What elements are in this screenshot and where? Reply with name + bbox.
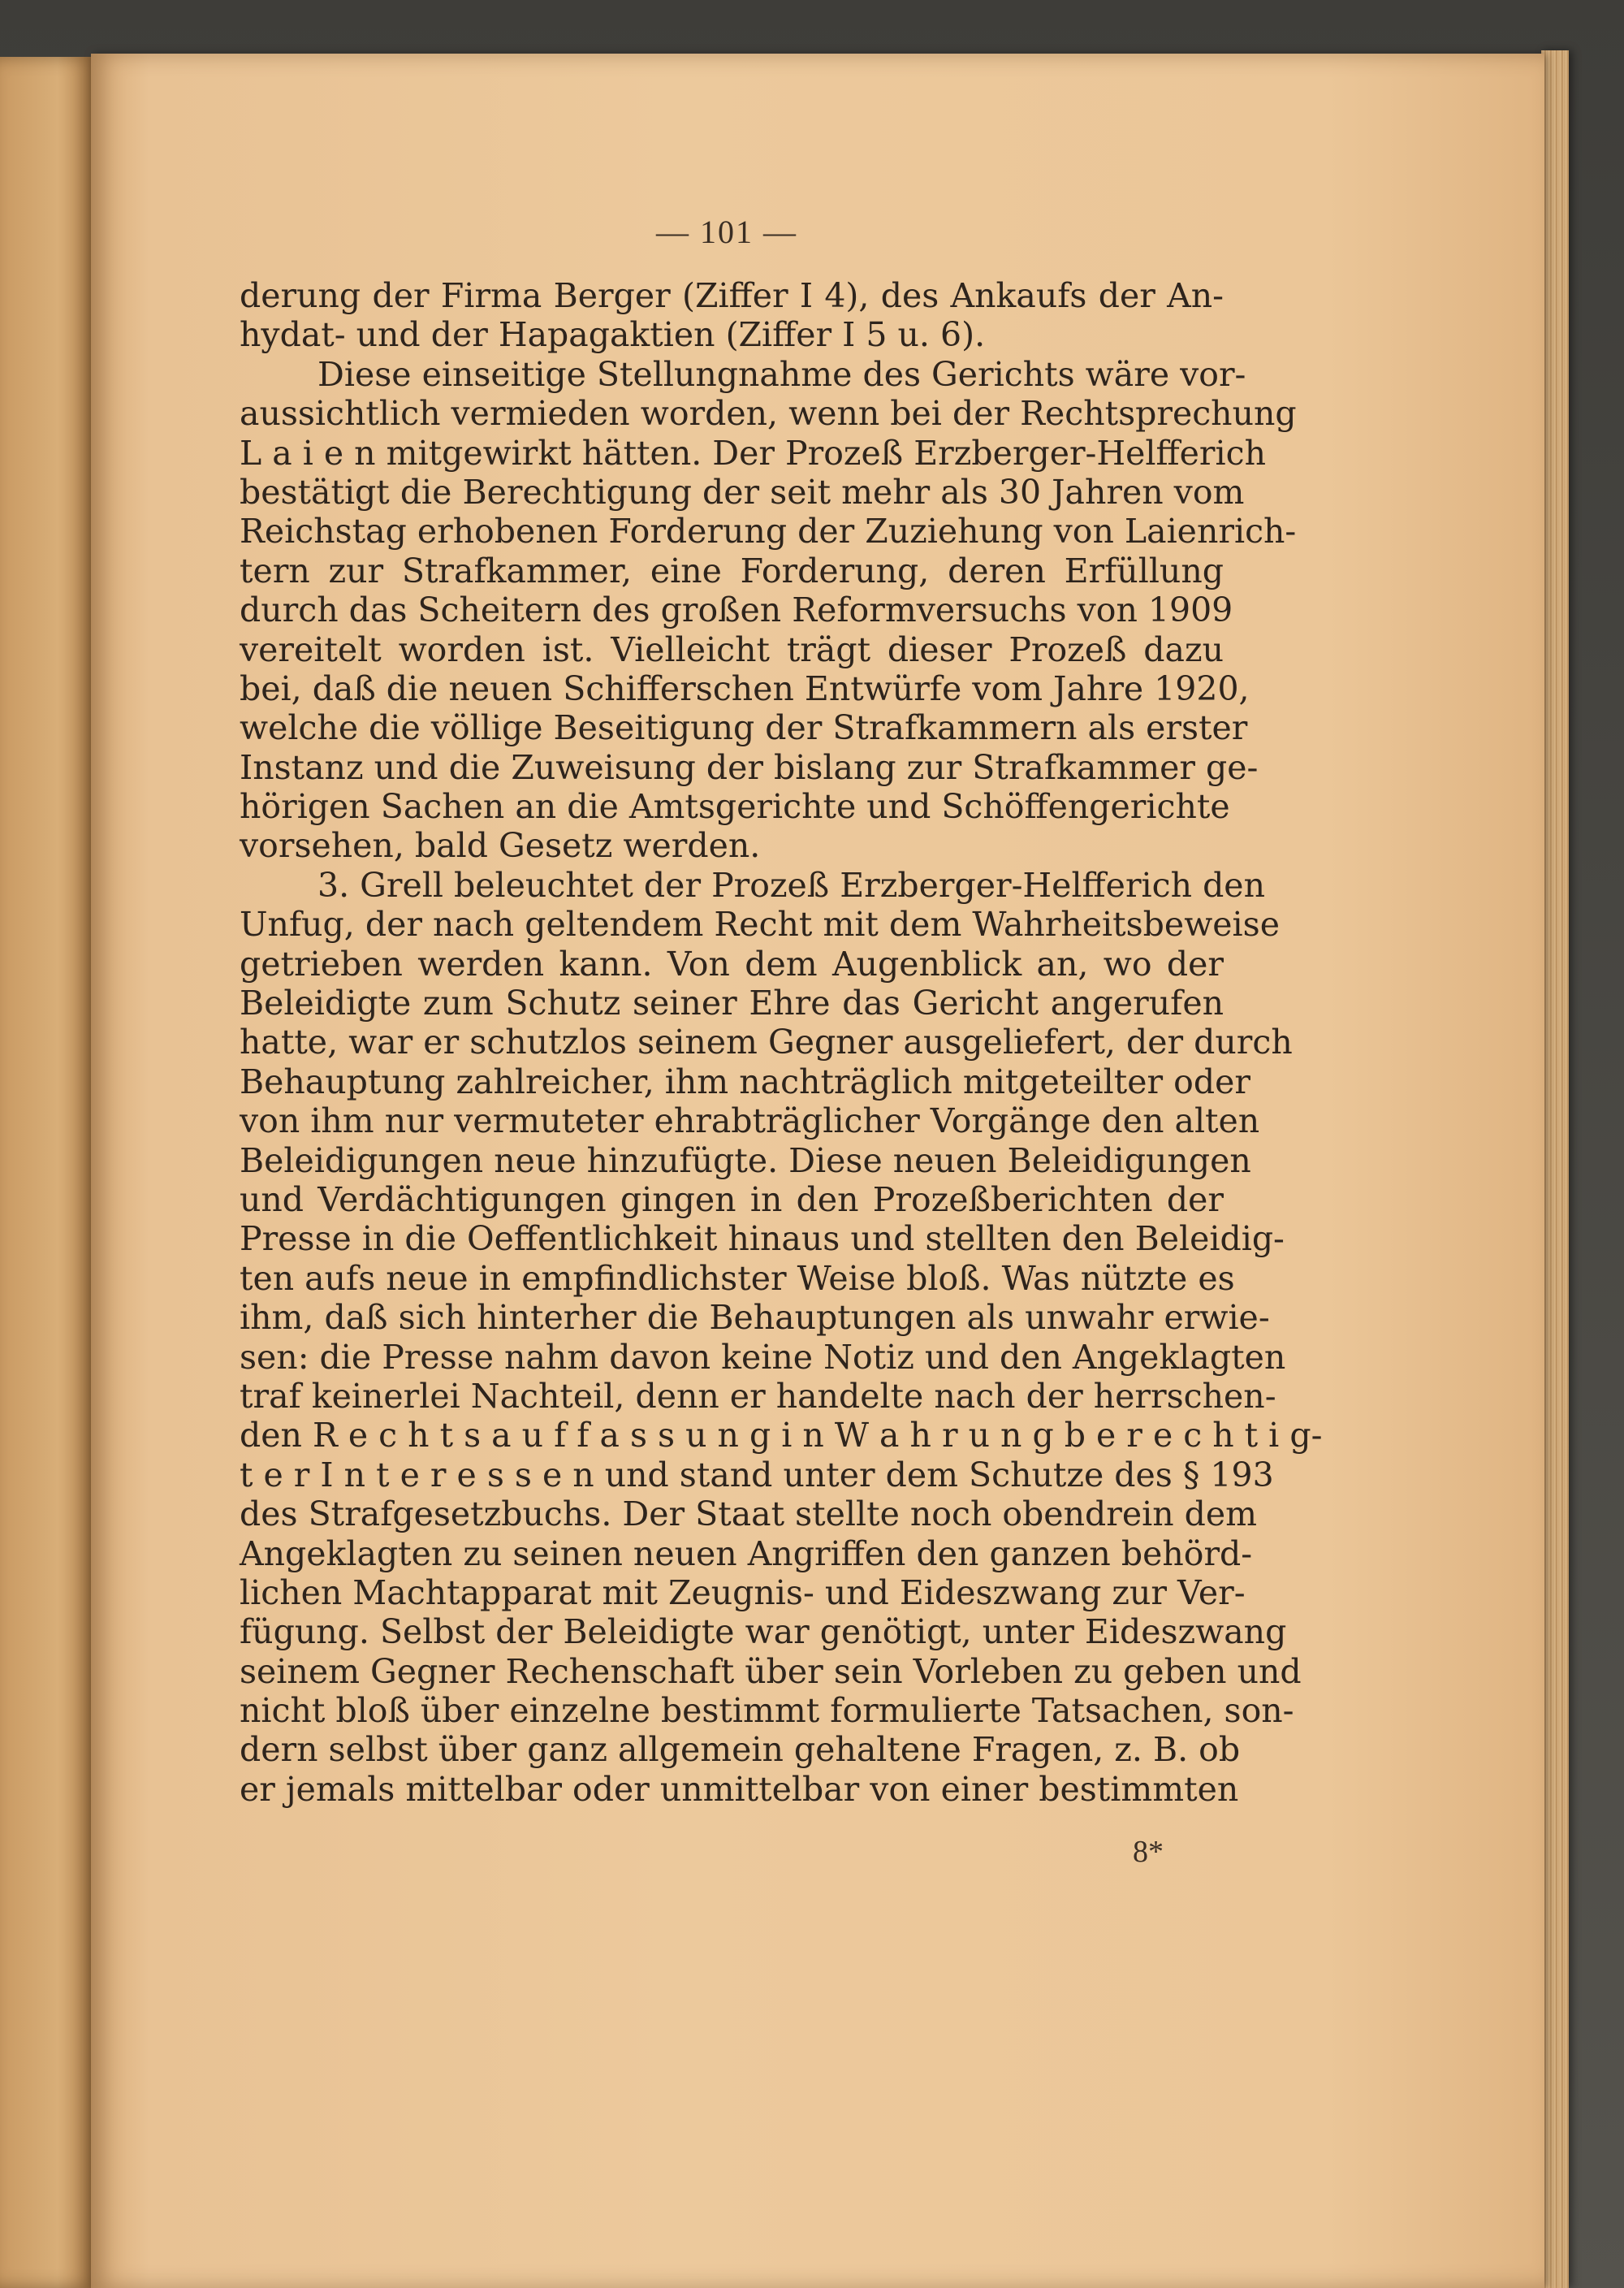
text-line: sen: die Presse nahm davon keine Notiz und den Angeklagten (240, 1337, 1286, 1377)
text-line: bei, daß die neuen Schifferschen Entwürfe vom Jahre 1920, (240, 668, 1250, 708)
text-line: hatte, war er schutzlos seinem Gegner ausgeliefert, der durch (240, 1023, 1293, 1062)
text-line: L a i e n mitgewirkt hätten. Der Prozeß Erzberger-Helfferich (240, 433, 1267, 473)
text-line: vorsehen, bald Gesetz werden. (240, 826, 761, 866)
text-line: getrieben werden kann. Von dem Augenblick an, wo der (240, 944, 1224, 984)
text-line: fügung. Selbst der Beleidigte war genötigt, unter Eideszwang (240, 1612, 1287, 1652)
text-line: tern zur Strafkammer, eine Forderung, deren Erfüllung (240, 551, 1224, 590)
text-line: und Verdächtigungen gingen in den Prozeßberichten der (240, 1179, 1224, 1219)
text-line: Presse in die Oeffentlichkeit hinaus und stellten den Beleidig- (240, 1219, 1285, 1259)
printer-signature-mark: 8* (1133, 1835, 1164, 1869)
text-line: t e r I n t e r e s s e n und stand unter dem Schutze des § 193 (240, 1455, 1274, 1494)
text-line: lichen Machtapparat mit Zeugnis- und Eideszwang zur Ver- (240, 1572, 1246, 1612)
facing-page-edge (0, 57, 96, 2288)
text-line: dern selbst über ganz allgemein gehaltene Fragen, z. B. ob (240, 1730, 1241, 1770)
text-line: er jemals mittelbar oder unmittelbar von einer bestimmten (240, 1769, 1239, 1809)
text-line: Beleidigungen neue hinzufügte. Diese neuen Beleidigungen (240, 1140, 1251, 1180)
text-line: derung der Firma Berger (Ziffer I 4), des Ankaufs der An- (240, 276, 1224, 315)
text-line: traf keinerlei Nachteil, denn er handelte nach der herrschen- (240, 1376, 1276, 1416)
text-line: bestätigt die Berechtigung der seit mehr als 30 Jahren vom (240, 472, 1245, 512)
text-line: Beleidigte zum Schutz seiner Ehre das Gericht angerufen (240, 984, 1224, 1023)
text-line: Instanz und die Zuweisung der bislang zur Strafkammer ge- (240, 747, 1259, 787)
text-line: ihm, daß sich hinterher die Behauptungen als unwahr erwie- (240, 1298, 1270, 1338)
text-line: Reichstag erhobenen Forderung der Zuziehung von Laienrich- (240, 512, 1297, 551)
text-line: Behauptung zahlreicher, ihm nachträglich mitgeteilter oder (240, 1062, 1250, 1101)
text-line: welche die völlige Beseitigung der Strafkammern als erster (240, 708, 1248, 748)
text-line: nicht bloß über einzelne bestimmt formulierte Tatsachen, son- (240, 1691, 1294, 1731)
page-number-header: — 101 — (656, 214, 797, 250)
text-line: hörigen Sachen an die Amtsgerichte und Schöffengerichte (240, 787, 1230, 827)
text-line: aussichtlich vermieden worden, wenn bei der Rechtsprechung (240, 394, 1297, 434)
text-line: hydat- und der Hapagaktien (Ziffer I 5 u. 6). (240, 315, 986, 355)
text-line: Diese einseitige Stellungnahme des Gerichts wäre vor- (317, 354, 1246, 394)
text-line: des Strafgesetzbuchs. Der Staat stellte noch obendrein dem (240, 1494, 1258, 1534)
text-line: von ihm nur vermuteter ehrabträglicher Vorgänge den alten (240, 1101, 1260, 1141)
text-line: Angeklagten zu seinen neuen Angriffen den ganzen behörd- (240, 1533, 1253, 1573)
text-line: 3. Grell beleuchtet der Prozeß Erzberger-Helfferich den (317, 865, 1265, 905)
text-line: Unfug, der nach geltendem Recht mit dem Wahrheitsbeweise (240, 905, 1280, 945)
text-line: ten aufs neue in empfindlichster Weise bloß. Was nützte es (240, 1258, 1235, 1298)
body-text (240, 276, 1323, 1809)
text-line: vereitelt worden ist. Vielleicht trägt dieser Prozeß dazu (240, 629, 1224, 669)
page-stack-edge (1541, 50, 1569, 2288)
text-line: durch das Scheitern des großen Reformversuchs von 1909 (240, 590, 1233, 630)
text-line: seinem Gegner Rechenschaft über sein Vorleben zu geben und (240, 1651, 1302, 1691)
text-line: den R e c h t s a u f f a s s u n g i n W a h r u n g b e r e c h t i g- (240, 1416, 1323, 1455)
